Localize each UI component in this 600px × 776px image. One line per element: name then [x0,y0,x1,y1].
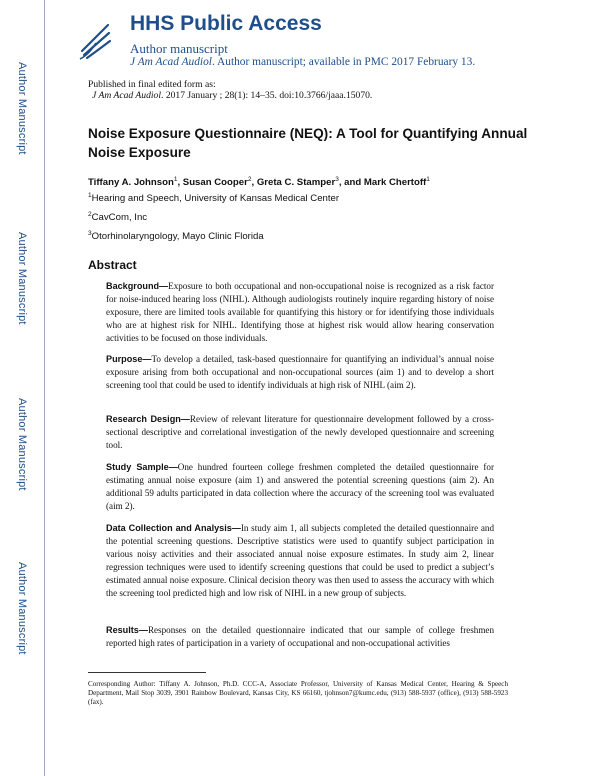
published-label: Published in final edited form as: [88,79,216,90]
author-name: Susan Cooper [182,177,248,189]
abstract-research-design: Research Design—Review of relevant literature for questionnaire development followed by a cross-sectional descriptive and correlational investigation of the newly developed questionnaire and screening tool. [106,414,494,450]
footnote-rule [88,672,206,673]
corresponding-author-footnote: Corresponding Author: Tiffany A. Johnson, Ph.D. CCC-A, Associate Professor, University of Kansas Medical Center, Hearing & Speech Department, Mail Stop 3039, 3901 Rainbow Boulevard, Kansas City, KS 66160, tjohnson7@kumc.edu, (913) 588-5937 (office), (913) 588-5923 (fax). [88,680,508,706]
affiliation: $^2$CavCom, Inc [88,211,148,224]
hhs-eagle-logo-icon [78,21,112,61]
sidebar-label: Author Manuscript [16,562,28,655]
sidebar-label: Author Manuscript [16,62,28,155]
author-name: Tiffany A. Johnson [88,177,174,189]
author-list: Tiffany A. Johnson$^1$, Susan Cooper$^2$, Greta C. Stamper$^3$, and Mark Chertoff$^1$ [88,176,430,189]
sidebar-divider [44,0,45,776]
header-subtitle: Author manuscript [130,41,228,56]
abstract-purpose: Purpose—To develop a detailed, task-based questionnaire for quantifying an individual’s annual noise exposure arising from both occupational and non-occupational sources (aim 1) and to develop a short screening tool that could be used to identify individuals at high risk of NIHL (aim 2). [106,354,494,390]
author-manuscript-sidebar [0,0,78,776]
abstract-study-sample: Study Sample—One hundred fourteen college freshmen completed the detailed questionnaire for estimating annual noise exposure (aim 1) and answered the potential screening questions (aim 2). An additional 59 adults participated in data collection where the accuracy of the screening tool was evaluated (aim 2). [106,462,494,511]
abstract-heading: Abstract [88,258,137,272]
affiliation: $^3$Otorhinolaryngology, Mayo Clinic Florida [88,230,264,243]
author-name: Mark Chertoff [363,177,427,189]
abstract-results: Results—Responses on the detailed questionnaire indicated that our sample of college freshmen reported high rates of participation in a variety of occupational and non-occupational activities [106,625,494,648]
author-name: Greta C. Stamper [256,177,336,189]
header-journal-line: J Am Acad Audiol. Author manuscript; available in PMC 2017 February 13. [130,56,476,68]
sidebar-label: Author Manuscript [16,232,28,325]
citation: J Am Acad Audiol. 2017 January ; 28(1): 14–35. doi:10.3766/jaaa.15070. [92,90,373,101]
abstract-data-collection: Data Collection and Analysis—In study aim 1, all subjects completed the detailed questionnaire and the potential screening questions. Descriptive statistics were used to quantify subject participation in various noisy activities and their associated annual noise exposure estimates. In study aim 2, linear regression techniques were used to identify screening questions that could be used to predict a subject’s estimated annual noise exposure. Clinical decision theory was then used to assess the accuracy with which the screening tool predicted high and low risk of NIHL in a new group of subjects. [106,523,494,598]
abstract-background: Background—Exposure to both occupational and non-occupational noise is recognized as a risk factor for noise-induced hearing loss (NIHL). Although audiologists routinely inquire regarding history of noise exposure, there are limited tools available for quantifying this history or for identifying those individuals who are at highest risk for NIHL. Identifying those at highest risk would allow hearing conservation activities to be focused on those individuals. [106,281,494,343]
page-title: HHS Public Access [130,12,322,35]
affiliation: $^1$Hearing and Speech, University of Kansas Medical Center [88,192,340,205]
paper-title: Noise Exposure Questionnaire (NEQ): A Tool for Quantifying Annual Noise Exposure [88,126,528,160]
sidebar-label: Author Manuscript [16,398,28,491]
